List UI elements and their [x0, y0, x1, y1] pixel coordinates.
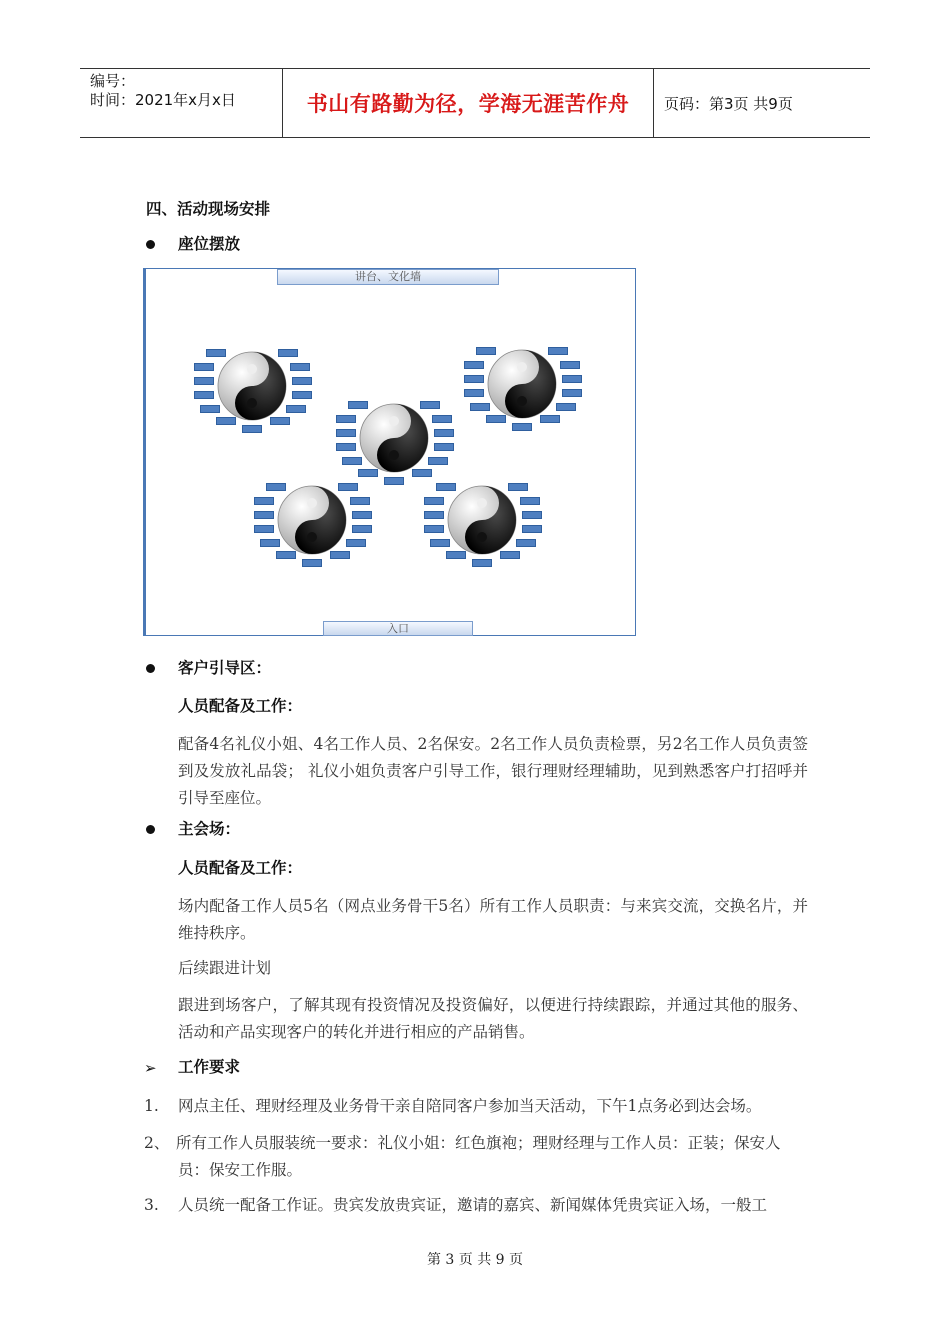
yin-yang-icon — [487, 349, 557, 419]
page-header — [80, 68, 870, 138]
guide-area-subtitle: 人员配备及工作： — [178, 697, 303, 715]
followup-text: 跟进到场客户，了解其现有投资情况及投资偏好，以便进行持续跟踪，并通过其他的服务、活动和产品实现客户的转化并进行相应的产品销售。 — [178, 996, 808, 1041]
followup-title: 后续跟进计划 — [178, 959, 272, 977]
main-venue-subtitle: 人员配备及工作： — [178, 859, 303, 877]
list-item — [144, 1130, 808, 1184]
round-table — [464, 347, 580, 437]
main-venue-text: 场内配备工作人员5名（网点业务骨干5名）所有工作人员职责：与来宾交流，交换名片，并维持秩序。 — [178, 897, 808, 942]
seat — [350, 497, 370, 505]
seat — [520, 497, 540, 505]
yin-yang-icon — [359, 403, 429, 473]
seat — [560, 361, 580, 369]
yin-yang-icon — [447, 485, 517, 555]
seat — [464, 375, 484, 383]
seat — [434, 429, 454, 437]
seat — [428, 457, 448, 465]
list-item — [144, 1192, 808, 1219]
seat — [516, 539, 536, 547]
stage-label: 讲台、文化墙 — [277, 269, 499, 285]
seat — [432, 415, 452, 423]
seat — [424, 525, 444, 533]
seat — [254, 497, 274, 505]
guide-area-text: 配备4名礼仪小姐、4名工作人员、2名保安。2名工作人员负责检票，另2名工作人员负责签到及发放礼品袋； 礼仪小姐负责客户引导工作，银行理财经理辅助，见到熟悉客户打招呼并引导至座位。 — [178, 735, 808, 807]
seat — [352, 525, 372, 533]
page-footer: 第 3 页 共 9 页 — [426, 1252, 524, 1268]
seat — [336, 415, 356, 423]
header-left — [80, 69, 282, 137]
seat — [512, 423, 532, 431]
entrance-label: 入口 — [323, 621, 473, 636]
seat — [292, 391, 312, 399]
list-item-number: 3. — [144, 1196, 159, 1214]
bullet-icon — [146, 664, 155, 673]
seat — [472, 559, 492, 567]
document-date: 时间：2021年x月x日 — [90, 91, 236, 109]
seating-diagram — [143, 268, 636, 636]
seat — [292, 377, 312, 385]
yin-yang-icon — [217, 351, 287, 421]
seat — [464, 389, 484, 397]
main-venue-title: 主会场： — [178, 820, 241, 838]
seat — [424, 497, 444, 505]
seat — [346, 539, 366, 547]
seat — [302, 559, 322, 567]
seat — [352, 511, 372, 519]
list-item-text: 所有工作人员服装统一要求：礼仪小姐：红色旗袍；理财经理与工作人员：正装；保安人员：保安工作服。 — [176, 1134, 781, 1179]
requirements-title: 工作要求 — [178, 1058, 241, 1076]
seat — [242, 425, 262, 433]
seat — [384, 477, 404, 485]
arrow-bullet-icon: ➢ — [144, 1059, 157, 1077]
seat — [424, 511, 444, 519]
section-title: 四、活动现场安排 — [146, 200, 271, 218]
seat — [522, 525, 542, 533]
round-table — [336, 401, 452, 491]
seat — [464, 361, 484, 369]
seat — [194, 391, 214, 399]
list-item-text: 人员统一配备工作证。贵宾发放贵宾证，邀请的嘉宾、新闻媒体凭贵宾证入场，一般工 — [178, 1196, 768, 1214]
seat — [556, 403, 576, 411]
header-page-number: 页码：第3页 共9页 — [664, 94, 793, 113]
seat — [336, 443, 356, 451]
seat — [522, 511, 542, 519]
seat — [286, 405, 306, 413]
seat — [194, 363, 214, 371]
bullet-icon — [146, 240, 155, 249]
document-number: 编号： — [90, 72, 136, 90]
guide-area-title: 客户引导区： — [178, 659, 272, 677]
list-item-number: 1. — [144, 1097, 159, 1115]
round-table — [424, 483, 540, 573]
seat — [254, 511, 274, 519]
bullet-icon — [146, 825, 155, 834]
seat — [194, 377, 214, 385]
header-motto: 书山有路勤为径，学海无涯苦作舟 — [282, 69, 654, 137]
seat — [562, 389, 582, 397]
seat — [562, 375, 582, 383]
seat — [434, 443, 454, 451]
seating-title: 座位摆放 — [178, 235, 241, 253]
list-item-text: 网点主任、理财经理及业务骨干亲自陪同客户参加当天活动，下午1点务必到达会场。 — [178, 1097, 762, 1115]
list-item — [144, 1093, 808, 1120]
round-table — [194, 349, 310, 439]
seat — [290, 363, 310, 371]
yin-yang-icon — [277, 485, 347, 555]
round-table — [254, 483, 370, 573]
seat — [254, 525, 274, 533]
list-item-number: 2、 — [144, 1134, 170, 1152]
seat — [336, 429, 356, 437]
